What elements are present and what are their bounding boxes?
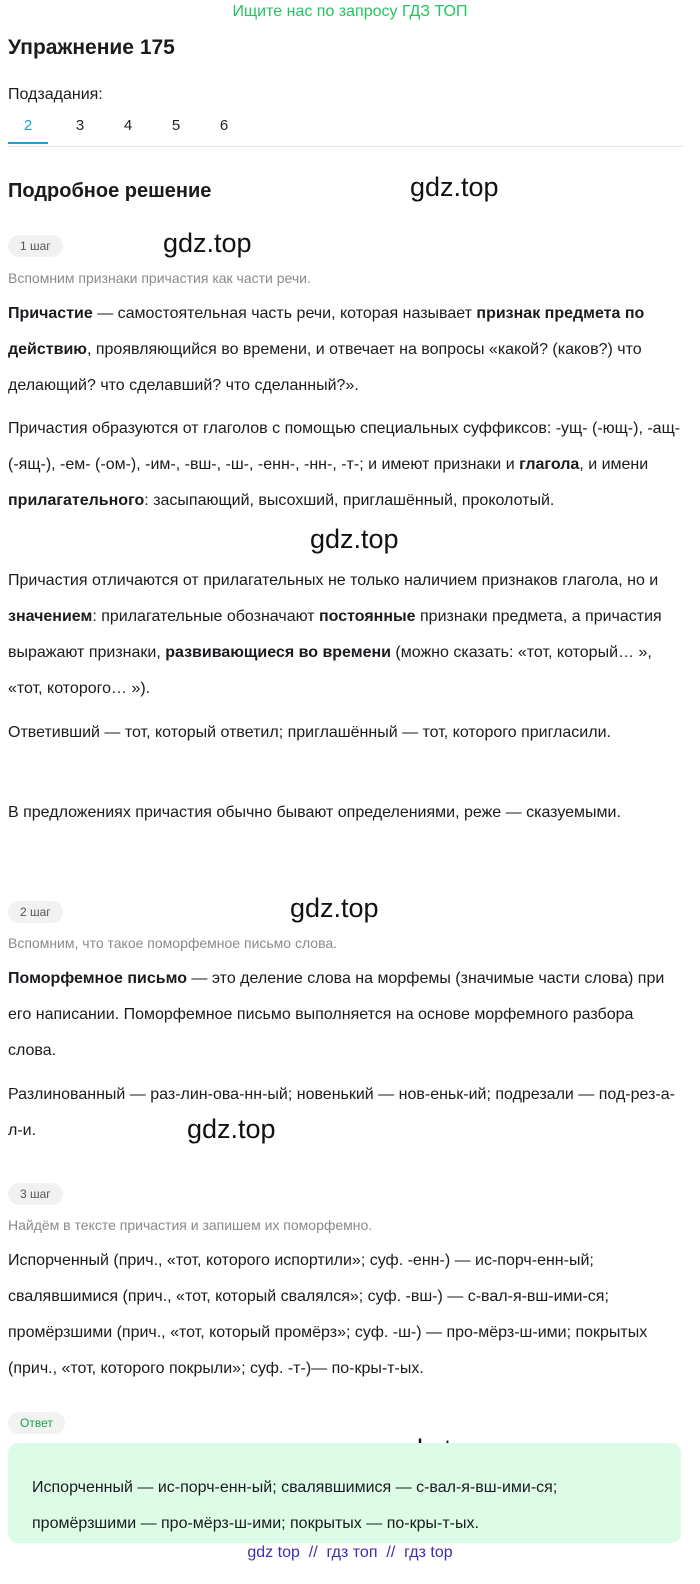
bold-term: развивающиеся во времени bbox=[165, 644, 391, 661]
bold-term: прилагательного bbox=[8, 492, 145, 509]
step-paragraph: Поморфемное письмо — это деление слова на морфемы (значимые части слова) при его написании. Поморфемное письмо выполняется на основе морфемного разбора слова. bbox=[8, 970, 665, 1059]
step-hint: Найдём в тексте причастия и запишем их поморфемно. bbox=[8, 1217, 373, 1233]
section-title: Подробное решение bbox=[8, 180, 212, 202]
tab-subtask-3[interactable]: 3 bbox=[75, 117, 85, 134]
step-badge: 1 шаг bbox=[8, 235, 63, 257]
step-paragraph: Причастие — самостоятельная часть речи, которая называет признак предмета по действию, проявляющийся во времени, и отвечает на вопросы «какой? (каков?) что делающий? что сделавший? что сделанный?». bbox=[8, 305, 645, 394]
step-hint: Вспомним признаки причастия как части речи. bbox=[8, 270, 311, 286]
watermark: gdz.top bbox=[187, 1114, 276, 1144]
step-paragraph: Разлинованный — раз-лин-ова-нн-ый; новенький — нов-еньк-ий; подрезали — под-рез-а-л-и. bbox=[8, 1086, 675, 1139]
tabs-divider bbox=[8, 146, 683, 147]
answer-text: Испорченный — ис-порч-енн-ый; свалявшимися — с-вал-я-вш-ими-ся; промёрзшими — про-мёрз-ш-ими; покрытых — по-кры-т-ых. bbox=[32, 1479, 558, 1532]
bold-term: глагола bbox=[519, 456, 580, 473]
bold-term: Причастие bbox=[8, 305, 93, 322]
bold-term: постоянные bbox=[319, 608, 416, 625]
watermark: gdz.top bbox=[310, 524, 399, 554]
bold-term: Поморфемное письмо bbox=[8, 970, 187, 987]
step-paragraph: Ответивший — тот, который ответил; приглашённый — тот, которого пригласили. bbox=[8, 724, 611, 741]
tab-subtask-2[interactable]: 2 bbox=[8, 112, 48, 144]
step-paragraph: Испорченный (прич., «тот, которого испортили»; суф. -енн-) — ис-порч-енн-ый; свалявшимися (прич., «тот, который свалялся»; суф. -вш-) — с-вал-я-вш-ими-ся; промёрзшими (прич., «тот, который промёрз»; суф. -ш-) — про-мёрз-ш-ими; покрытых (прич., «тот, которого покрыли»; суф. -т-)— по-кры-т-ых. bbox=[8, 1252, 648, 1377]
step-paragraph: В предложениях причастия обычно бывают определениями, реже — сказуемыми. bbox=[8, 804, 621, 821]
answer-badge: Ответ bbox=[8, 1412, 65, 1434]
step-badge: 2 шаг bbox=[8, 901, 63, 923]
tab-subtask-5[interactable]: 5 bbox=[171, 117, 181, 134]
subtasks-label: Подзадания: bbox=[8, 86, 103, 103]
watermark: gdz.top bbox=[290, 893, 379, 923]
tab-subtask-4[interactable]: 4 bbox=[123, 117, 133, 134]
bold-term: значением bbox=[8, 608, 93, 625]
subtask-tabs bbox=[8, 112, 248, 144]
watermark: gdz.top bbox=[163, 228, 252, 258]
search-hint-banner: Ищите нас по запросу ГДЗ ТОП bbox=[232, 3, 468, 20]
watermark: gdz.top bbox=[410, 172, 499, 202]
step-badge: 3 шаг bbox=[8, 1183, 63, 1205]
step-paragraph: Причастия отличаются от прилагательных не только наличием признаков глагола, но и значением: прилагательные обозначают постоянные признаки предмета, а причастия выражают признаки, развивающиеся во времени (можно сказать: «тот, который… », «тот, которого… »). bbox=[8, 572, 662, 697]
step-paragraph: Причастия образуются от глаголов с помощью специальных суффиксов: -ущ- (-ющ-), -ащ- (-ящ-), -ем- (-ом-), -им-, -вш-, -ш-, -енн-, -нн-, -т-; и имеют признаки и глагола, и имени прилагательного: засыпающий, высохший, приглашённый, проколотый. bbox=[8, 420, 681, 509]
tab-subtask-6[interactable]: 6 bbox=[219, 117, 229, 134]
bold-term: признак предмета по действию bbox=[8, 305, 645, 358]
step-hint: Вспомним, что такое поморфемное письмо слова. bbox=[8, 935, 338, 951]
page-title: Упражнение 175 bbox=[8, 36, 175, 59]
footer-links[interactable]: gdz top // гдз топ // гдз top bbox=[247, 1544, 453, 1561]
